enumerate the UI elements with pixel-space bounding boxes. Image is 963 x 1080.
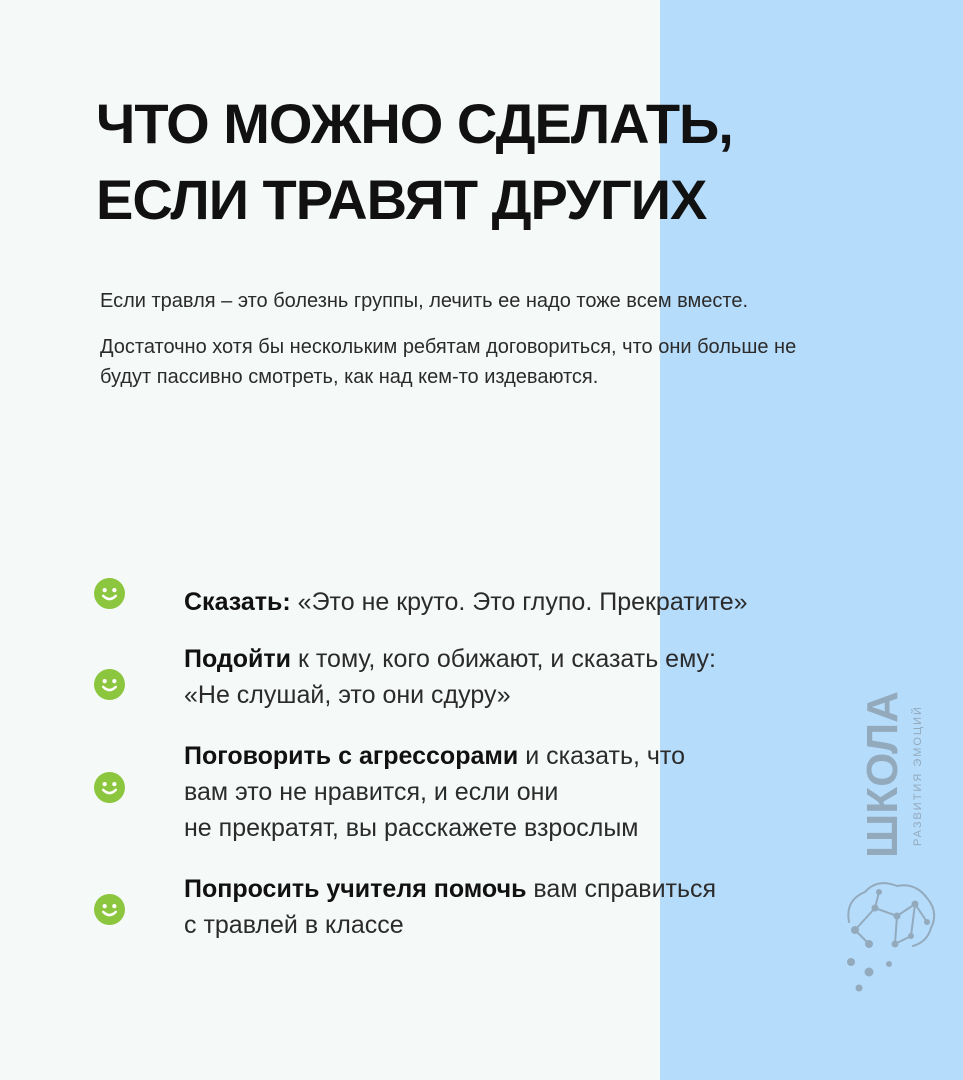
school-logo <box>835 660 945 1000</box>
item-line: не прекратят, вы расскажете взрослым <box>184 814 639 842</box>
intro-paragraph-2: Достаточно хотя бы нескольким ребятам договориться, что они больше не будут пассивно смотреть, как над кем-то издеваются. <box>100 336 797 388</box>
intro-paragraph-1: Если травля – это болезнь группы, лечить ее надо тоже всем вместе. <box>100 290 749 312</box>
smiley-icon <box>94 772 125 803</box>
item-text: к тому, кого обижают, и сказать ему: <box>297 645 717 673</box>
page-title <box>96 86 916 238</box>
item-text: «Это не круто. Это глупо. Прекратите» <box>297 588 748 616</box>
item-line: «Не слушай, это они сдуру» <box>184 681 511 709</box>
item-bold-text: Поговорить с агрессорами <box>184 742 519 770</box>
item-text: вам справиться <box>533 875 717 903</box>
logo-dots <box>847 889 930 992</box>
logo-sub-text: РАЗВИТИЯ ЭМОЦИЙ <box>912 705 924 846</box>
title-line-1: ЧТО МОЖНО СДЕЛАТЬ, <box>96 92 733 155</box>
item-bold-text: Подойти <box>184 645 292 673</box>
title-line-2: ЕСЛИ ТРАВЯТ ДРУГИХ <box>96 168 707 231</box>
intro-text <box>100 286 840 408</box>
item-text: и сказать, что <box>525 742 685 770</box>
logo-main-text: ШКОЛА <box>858 691 907 858</box>
item-line <box>184 584 864 620</box>
item-bold-text: Сказать: <box>184 588 291 616</box>
list-item <box>184 641 864 713</box>
brain-network-icon <box>848 883 934 946</box>
list-item <box>184 738 864 846</box>
smiley-icon <box>94 578 125 609</box>
smiley-icon <box>94 669 125 700</box>
list-item <box>184 871 864 943</box>
item-line: вам это не нравится, и если они <box>184 778 559 806</box>
item-line <box>184 871 864 907</box>
smiley-icon <box>94 894 125 925</box>
item-line: с травлей в классе <box>184 911 404 939</box>
list-item <box>184 584 864 620</box>
item-bold-text: Попросить учителя помочь <box>184 875 527 903</box>
item-line <box>184 738 864 774</box>
item-line <box>184 641 864 677</box>
